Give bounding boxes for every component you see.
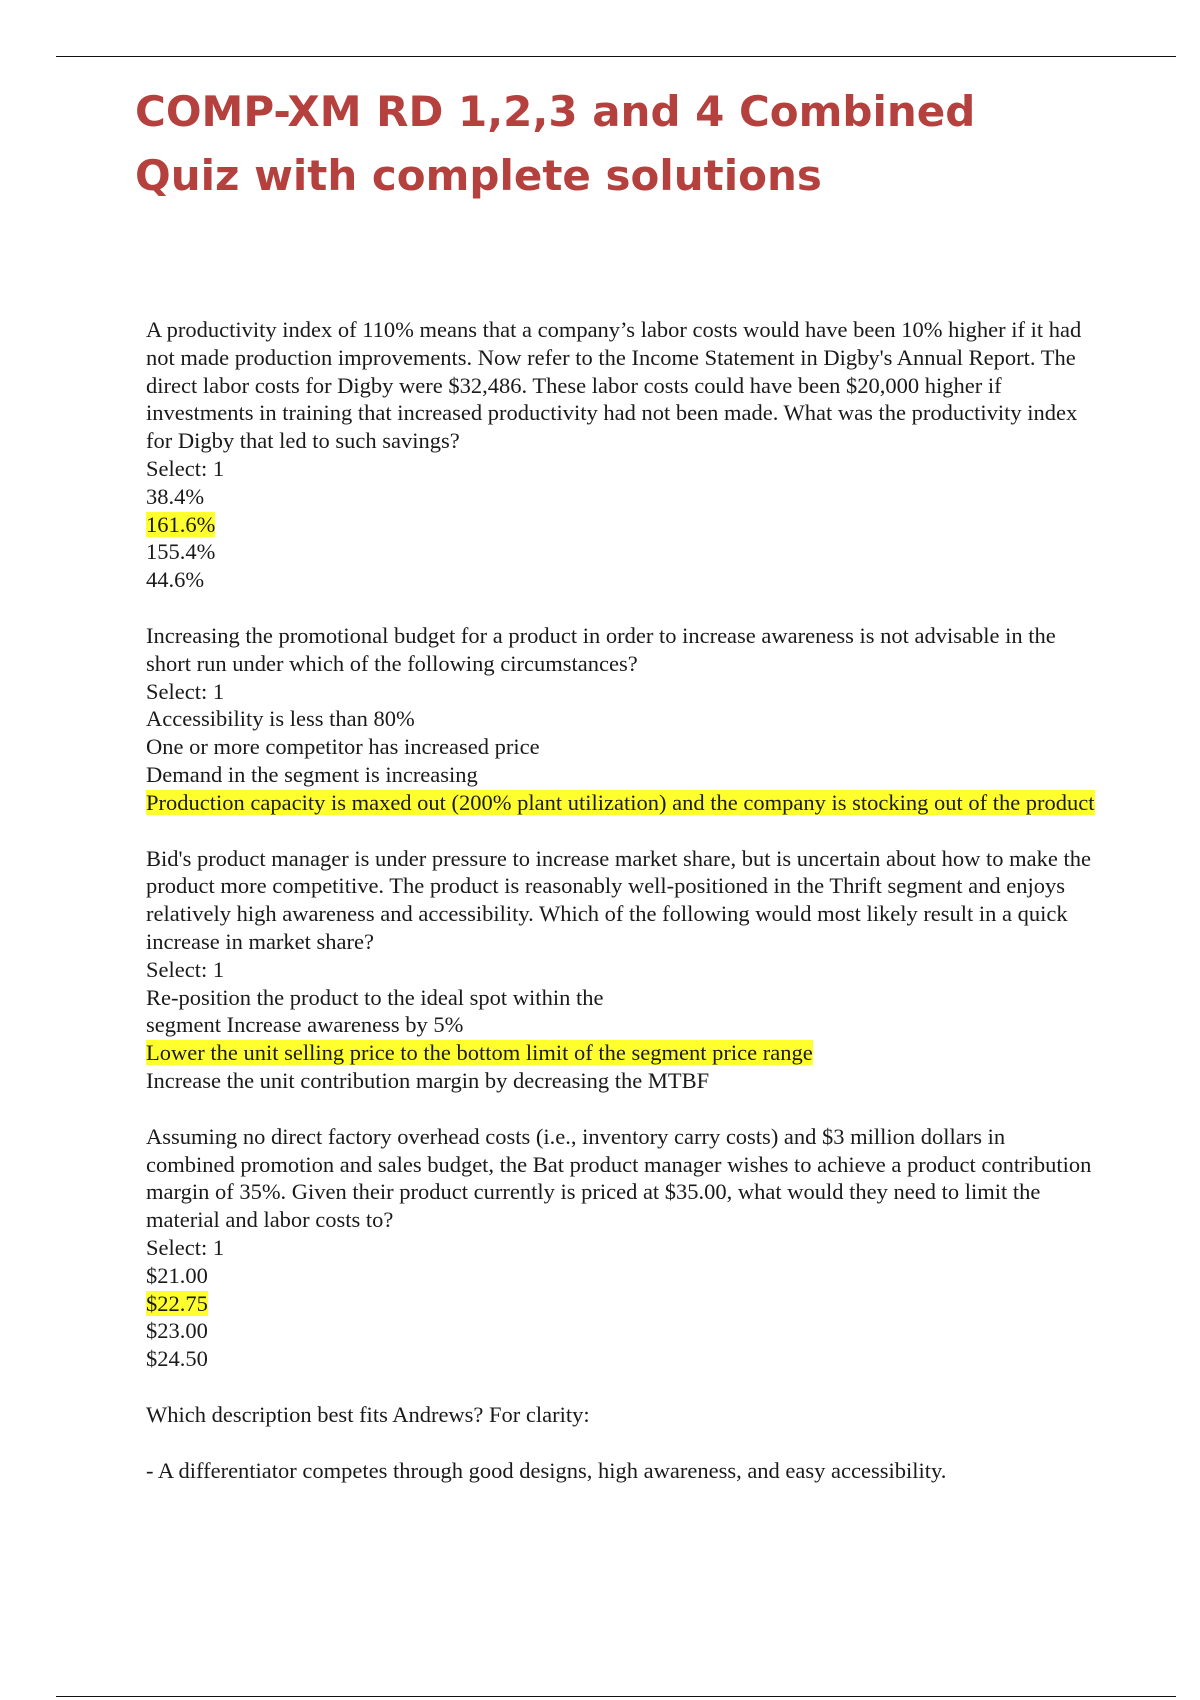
title-line-1: COMP-XM RD 1,2,3 and 4 Combined — [135, 87, 976, 136]
answer-option: Demand in the segment is increasing — [146, 761, 478, 787]
quiz-content — [146, 316, 1096, 1512]
differentiator-note: - A differentiator competes through good designs, high awareness, and easy accessibility. — [146, 1457, 947, 1483]
answer-options — [146, 1262, 1096, 1373]
answer-option: $24.50 — [146, 1346, 208, 1372]
answer-option-correct: Production capacity is maxed out (200% plant utilization) and the company is stocking out of the product — [146, 789, 1095, 815]
answer-option: $21.00 — [146, 1262, 208, 1288]
document-title — [135, 80, 1135, 208]
answer-options — [146, 483, 1096, 594]
select-instruction: Select: 1 — [146, 455, 225, 481]
question-text: Assuming no direct factory overhead costs (i.e., inventory carry costs) and $3 million dollars in combined promotion and sales budget, the Bat product manager wishes to achieve a product contribution margin of 35%. Given their product currently is priced at $35.00, what would they need to limit the material and labor costs to? — [146, 1123, 1092, 1233]
answer-option-correct: Lower the unit selling price to the bottom limit of the segment price range — [146, 1040, 813, 1066]
select-instruction: Select: 1 — [146, 678, 225, 704]
answer-option: Accessibility is less than 80% — [146, 706, 415, 732]
answer-option: Increase the unit contribution margin by decreasing the MTBF — [146, 1067, 710, 1093]
top-rule — [56, 56, 1176, 57]
answer-option: One or more competitor has increased price — [146, 734, 540, 760]
select-instruction: Select: 1 — [146, 1234, 225, 1260]
answer-options — [146, 984, 1096, 1095]
question-text: A productivity index of 110% means that a company’s labor costs would have been 10% higher if it had not made production improvements. Now refer to the Income Statement in Digby's Annual Report. The direct labor costs for Digby were $32,486. These labor costs could have been $20,000 higher if investments in training that increased productivity had not been made. What was the productivity index for Digby that led to such savings? — [146, 317, 1082, 454]
answer-option: Re-position the product to the ideal spot within the — [146, 984, 604, 1010]
question-3 — [146, 845, 1096, 1095]
bottom-rule — [56, 1696, 1176, 1697]
select-instruction: Select: 1 — [146, 956, 225, 982]
question-1 — [146, 316, 1096, 594]
answer-option: 44.6% — [146, 567, 205, 593]
answer-option: segment Increase awareness by 5% — [146, 1012, 464, 1038]
answer-options — [146, 705, 1096, 816]
title-line-2: Quiz with complete solutions — [135, 151, 822, 200]
answer-option: 38.4% — [146, 483, 205, 509]
question-text: Bid's product manager is under pressure to increase market share, but is uncertain about how to make the product more competitive. The product is reasonably well-positioned in the Thrift segment and enjoys relatively high awareness and accessibility. Which of the following would most likely result in a quick increase in market share? — [146, 845, 1092, 954]
answer-option-correct: 161.6% — [146, 511, 216, 537]
question-4 — [146, 1123, 1096, 1373]
answer-option-correct: $22.75 — [146, 1290, 208, 1316]
question-text: Increasing the promotional budget for a product in order to increase awareness is not advisable in the short run under which of the following circumstances? — [146, 622, 1056, 676]
answer-option: $23.00 — [146, 1318, 208, 1344]
question-5-text: Which description best fits Andrews? For clarity: — [146, 1401, 590, 1427]
answer-option: 155.4% — [146, 539, 216, 565]
question-2 — [146, 622, 1096, 817]
